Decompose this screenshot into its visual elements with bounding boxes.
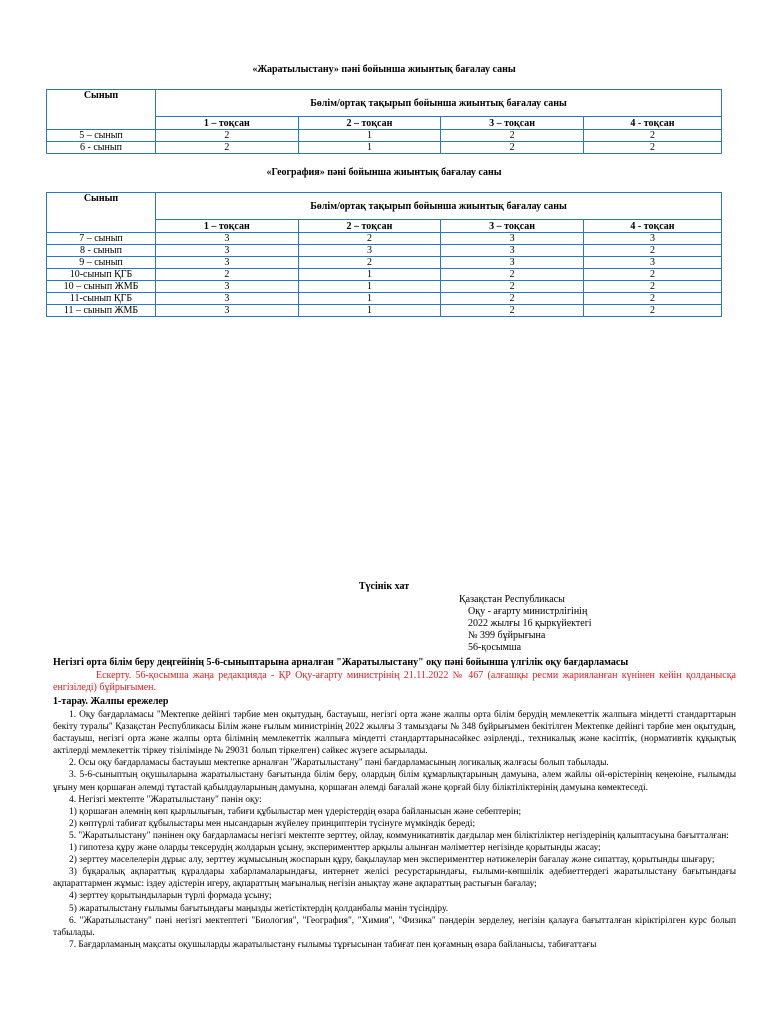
body-text [53,709,736,951]
value-cell: 2 [583,269,721,281]
table2-quarter-header: 1 – тоқсан [156,220,299,233]
class-cell: 11-сынып ҚГБ [47,293,156,305]
value-cell: 3 [583,257,721,269]
paragraph: 1. Оқу бағдарламасы "Мектепке дейінгі тәрбие мен оқытудың, бастауыш, негізгі орта және жалпы орта білім берудің мемлекеттік жалпыға міндетті стандарттарын бекіту туралы" Қазақстан Республикасы Білім және ғылым министрінің 2022 жылғы 3 тамыздағы № 348 бұйрығымен бекітілген Мектепке дейінгі тәрбие мен оқытудың, бастауыш, негізгі орта және жалпы орта білімнің мемлекеттік жалпыға міндетті стандарттарынасәйкес әзірленді., техникалық және кәсіптік, (нормативтік құқықтық актілерді мемлекеттік тіркеу тізілімінде № 29031 болып тіркелген) сәйкес жүзеге асырылады. [53,710,736,757]
table1-quarter-header: 1 – тоқсан [156,117,299,130]
table1-quarter-header: 2 – тоқсан [298,117,441,130]
table2-group-header: Бөлім/ортақ тақырып бойынша жиынтық бағалау саны [156,193,722,220]
value-cell: 2 [583,245,721,257]
class-cell: 6 - сынып [47,142,156,154]
appendix-line: 56-қосымша [468,642,522,653]
class-cell: 9 – сынып [47,257,156,269]
table-row [47,142,722,154]
value-cell: 1 [298,305,441,317]
value-cell: 2 [441,281,584,293]
paragraph: 2) зерттеу мәселелерін дұрыс алу, зерттеу жұмысының жоспарын құру, бақылаулар мен эксперименттер нәтижелерін бағалау және сипаттау, қорытынды шығару; [69,855,715,866]
table2-quarter-header: 3 – тоқсан [441,220,584,233]
class-cell: 10-сынып ҚГБ [47,269,156,281]
table-row [47,281,722,293]
value-cell: 1 [298,269,441,281]
value-cell: 2 [156,130,299,142]
table-row [47,257,722,269]
class-cell: 10 – сынып ЖМБ [47,281,156,293]
amendment-note: Ескерту. 56-қосымша жаңа редакцияда - ҚР Оқу-ағарту министрінің 21.11.2022 № 467 (алғашқы ресми жарияланған күнінен кейін қолданысқа енгізіледі) бұйрығымен. [53,670,736,693]
value-cell: 2 [298,257,441,269]
table-row [47,269,722,281]
table2-class-header: Сынып [47,193,156,233]
class-cell: 11 – сынып ЖМБ [47,305,156,317]
paragraph: 7. Бағдарламаның мақсаты оқушыларды жаратылыстану ғылымы тұрғысынан табиғат пен қоғамның өзара байланысы, табиғаттағы [69,939,597,950]
value-cell: 3 [156,233,299,245]
appendix-line: Оқу - ағарту министрлігінің [468,606,588,617]
table1-quarter-header: 4 - тоқсан [583,117,721,130]
value-cell: 2 [583,293,721,305]
paragraph: 1) қоршаған әлемнің көп қырлылығын, табиғи құбылыстар мен үдерістердің өзара байланысын және себептерін; [69,806,522,817]
value-cell: 2 [583,142,721,154]
value-cell: 3 [156,281,299,293]
paragraph: 4. Негізгі мектепте "Жаратылыстану" пәнін оқу: [69,794,262,805]
value-cell: 1 [298,142,441,154]
value-cell: 2 [156,269,299,281]
value-cell: 2 [583,305,721,317]
appendix-block [459,594,592,654]
paragraph: 1) гипотеза құру және оларды тексерудің жолдарын ұсыну, эксперименттер арқылы алынған мәліметтер негізінде қорытынды жасау; [69,843,601,854]
chapter-heading: 1-тарау. Жалпы ережелер [53,696,169,707]
appendix-line: Қазақстан Республикасы [459,594,565,605]
table-row [47,305,722,317]
value-cell: 2 [441,293,584,305]
explanatory-note-title: Түсінік хат [358,581,410,592]
value-cell: 2 [441,305,584,317]
appendix-line: № 399 бұйрығына [468,630,546,641]
value-cell: 2 [441,130,584,142]
table1-group-header: Бөлім/ортақ тақырып бойынша жиынтық бағалау саны [156,90,722,117]
paragraph: 5. "Жаратылыстану" пәнінен оқу бағдарламасы негізгі мектепте зерттеу, ойлау, коммуникативтік дағдылар мен біліктіліктер негіздерінің қалыптасуына бағытталған: [69,830,729,841]
table-row [47,130,722,142]
value-cell: 2 [298,233,441,245]
paragraph: 2. Осы оқу бағдарламасы бастауыш мектепке арналған "Жаратылыстану" пәні бағдарламасының логикалық жалғасы болып табылады. [69,758,609,769]
value-cell: 3 [156,257,299,269]
paragraph: 3. 5-6-сыныптың оқушыларына жаратылыстану бағытында білім беру, олардың білім құмарлықтарының дамуына, әлем жайлы ой-өрістерінің кеңеюіне, ғылымды ұғыну мен қоршаған әлемді тұтастай қабылдауларының дамуына, қоршаған әлемді бағалай және қорғай білу біліктіліктерінің дамуына көмектеседі. [53,770,736,793]
paragraph: 3) бұқаралық ақпараттық құралдары хабарламаларындағы, интернет желісі ресурстарындағы, ғылыми-көпшілік әдебиеттердегі жаратылыстану бағытындағы ақпараттармен жұмыс: іздеу әдістерін игеру, ақпараттың мағыналық негізін анықтау және ақпараттың растығын бағалау; [53,867,736,890]
value-cell: 3 [441,257,584,269]
value-cell: 3 [583,233,721,245]
table1-quarter-header: 3 – тоқсан [441,117,584,130]
value-cell: 3 [156,305,299,317]
paragraph: 6. "Жаратылыстану" пәні негізгі мектептегі "Биология", "География", "Химия", "Физика" пәндерін зерделеу, негізін қалауға бағытталған кіріктірілген курс болып табылады. [53,915,736,938]
value-cell: 3 [298,245,441,257]
table2-quarter-header: 2 – тоқсан [298,220,441,233]
paragraph: 5) жаратылыстану ғылымы бағытындағы маңызды жетістіктердің қолданбалы мәнін түсіндіру. [69,903,449,914]
value-cell: 1 [298,293,441,305]
table1-title: «Жаратылыстану» пәні бойынша жиынтық бағалау саны [252,64,516,75]
appendix-line: 2022 жылғы 16 қыркүйектегі [468,618,592,629]
value-cell: 2 [441,269,584,281]
table2 [46,192,722,317]
table2-quarter-header: 4 - тоқсан [583,220,721,233]
value-cell: 3 [441,233,584,245]
value-cell: 2 [156,142,299,154]
value-cell: 1 [298,130,441,142]
value-cell: 1 [298,281,441,293]
class-cell: 8 - сынып [47,245,156,257]
paragraph: 4) зерттеу қорытындыларын түрлі формада ұсыну; [69,891,272,902]
value-cell: 2 [583,130,721,142]
table-row [47,245,722,257]
value-cell: 2 [583,281,721,293]
value-cell: 3 [156,293,299,305]
table2-title: «География» пәні бойынша жиынтық бағалау саны [266,167,502,178]
class-cell: 7 – сынып [47,233,156,245]
value-cell: 3 [441,245,584,257]
table-row [47,233,722,245]
paragraph: 2) көптүрлі табиғат құбылыстары мен нысандарын жүйелеу принциптерін түсінуге мүмкіндік береді; [69,818,476,829]
value-cell: 3 [156,245,299,257]
program-heading: Негізгі орта білім беру деңгейінің 5-6-сыныптарына арналған "Жаратылыстану" оқу пәні бойынша үлгілік оқу бағдарламасы [53,657,629,668]
table-row [47,293,722,305]
table1-class-header: Сынып [47,90,156,130]
table1 [46,89,722,154]
value-cell: 2 [441,142,584,154]
class-cell: 5 – сынып [47,130,156,142]
